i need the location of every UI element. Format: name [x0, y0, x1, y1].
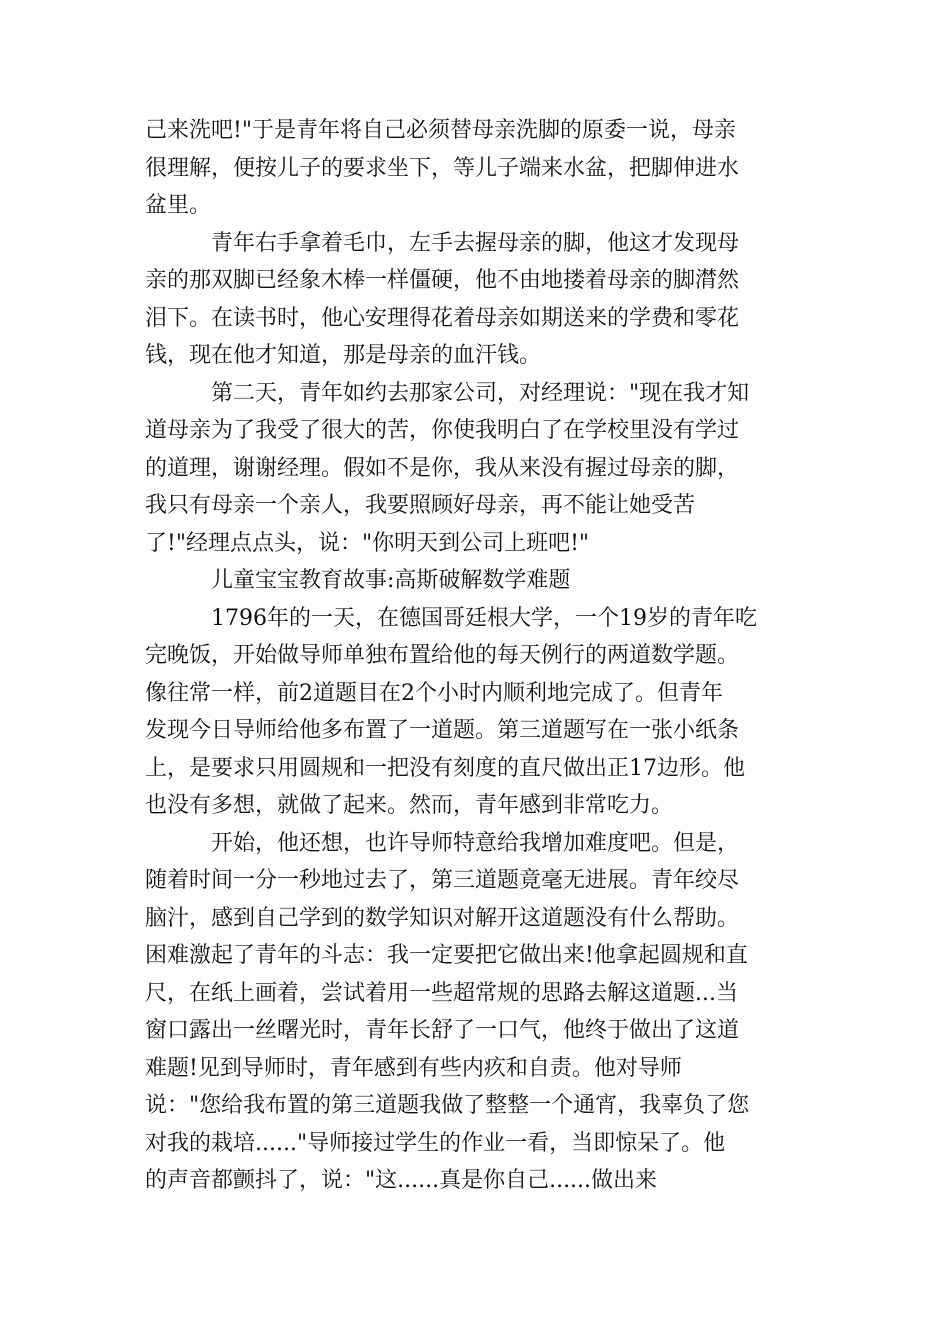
text-line: 泪下。在读书时，他心安理得花着母亲如期送来的学费和零花 [145, 305, 740, 331]
text-line: 的道理，谢谢经理。假如不是你，我从来没有握过母亲的脚， [145, 455, 740, 481]
text-line: 说："您给我布置的第三道题我做了整整一个通宵，我辜负了您 [145, 1093, 750, 1118]
paragraph-6 [145, 825, 810, 1200]
text-line: 像往常一样，前2道题目在2个小时内顺利地完成了。但青年 [145, 680, 723, 706]
text-line: 己来洗吧!"于是青年将自己必须替母亲洗脚的原委一说，母亲 [145, 118, 736, 143]
text-line: 我只有母亲一个亲人，我要照顾好母亲，再不能让她受苦 [145, 493, 696, 518]
paragraph-2 [145, 225, 810, 375]
text-line: 道母亲为了我受了很大的苦，你使我明白了在学校里没有学过 [145, 418, 740, 443]
text-line: 的声音都颤抖了，说："这......真是你自己......做出来 [145, 1168, 658, 1193]
text-line: 开始，他还想，也许导师特意给我增加难度吧。但是， [211, 830, 740, 856]
text-line: 上，是要求只用圆规和一把没有刻度的直尺做出正17边形。他 [145, 755, 745, 781]
text-line: 钱，现在他才知道，那是母亲的血汗钱。 [145, 343, 542, 368]
text-line: 1796年的一天，在德国哥廷根大学，一个19岁的青年吃 [211, 605, 757, 631]
paragraph-1 [145, 112, 810, 225]
text-line: 随着时间一分一秒地过去了，第三道题竟毫无进展。青年绞尽 [145, 868, 740, 893]
text-line: 尺，在纸上画着，尝试着用一些超常规的思路去解这道题...当 [145, 980, 738, 1006]
text-line: 了!"经理点点头，说："你明天到公司上班吧!" [145, 530, 590, 556]
text-line: 对我的栽培......"导师接过学生的作业一看，当即惊呆了。他 [145, 1130, 726, 1156]
text-line: 亲的那双脚已经象木棒一样僵硬，他不由地搂着母亲的脚潸然 [145, 268, 740, 293]
text-line: 脑汁，感到自己学到的数学知识对解开这道题没有什么帮助。 [145, 905, 740, 931]
paragraph-5 [145, 600, 810, 825]
text-line: 窗口露出一丝曙光时，青年长舒了一口气，他终于做出了这道 [145, 1018, 740, 1043]
story-heading [145, 562, 810, 600]
text-line: 第二天，青年如约去那家公司，对经理说："现在我才知 [211, 380, 750, 406]
text-line: 困难激起了青年的斗志：我一定要把它做出来!他拿起圆规和直 [145, 943, 748, 968]
text-line: 发现今日导师给他多布置了一道题。第三道题写在一张小纸条 [145, 718, 740, 743]
text-line: 很理解，便按儿子的要求坐下，等儿子端来水盆，把脚伸进水 [145, 155, 740, 181]
paragraph-3 [145, 375, 810, 563]
text-line: 儿童宝宝教育故事:高斯破解数学难题 [211, 568, 571, 593]
text-line: 难题!见到导师时，青年感到有些内疚和自责。他对导师 [145, 1055, 682, 1081]
text-line: 也没有多想，就做了起来。然而，青年感到非常吃力。 [145, 793, 674, 818]
document-body [145, 112, 810, 1200]
text-line: 完晚饭，开始做导师单独布置给他的每天例行的两道数学题。 [145, 643, 740, 668]
text-line: 青年右手拿着毛巾，左手去握母亲的脚，他这才发现母 [211, 230, 740, 256]
text-line: 盆里。 [145, 193, 212, 218]
